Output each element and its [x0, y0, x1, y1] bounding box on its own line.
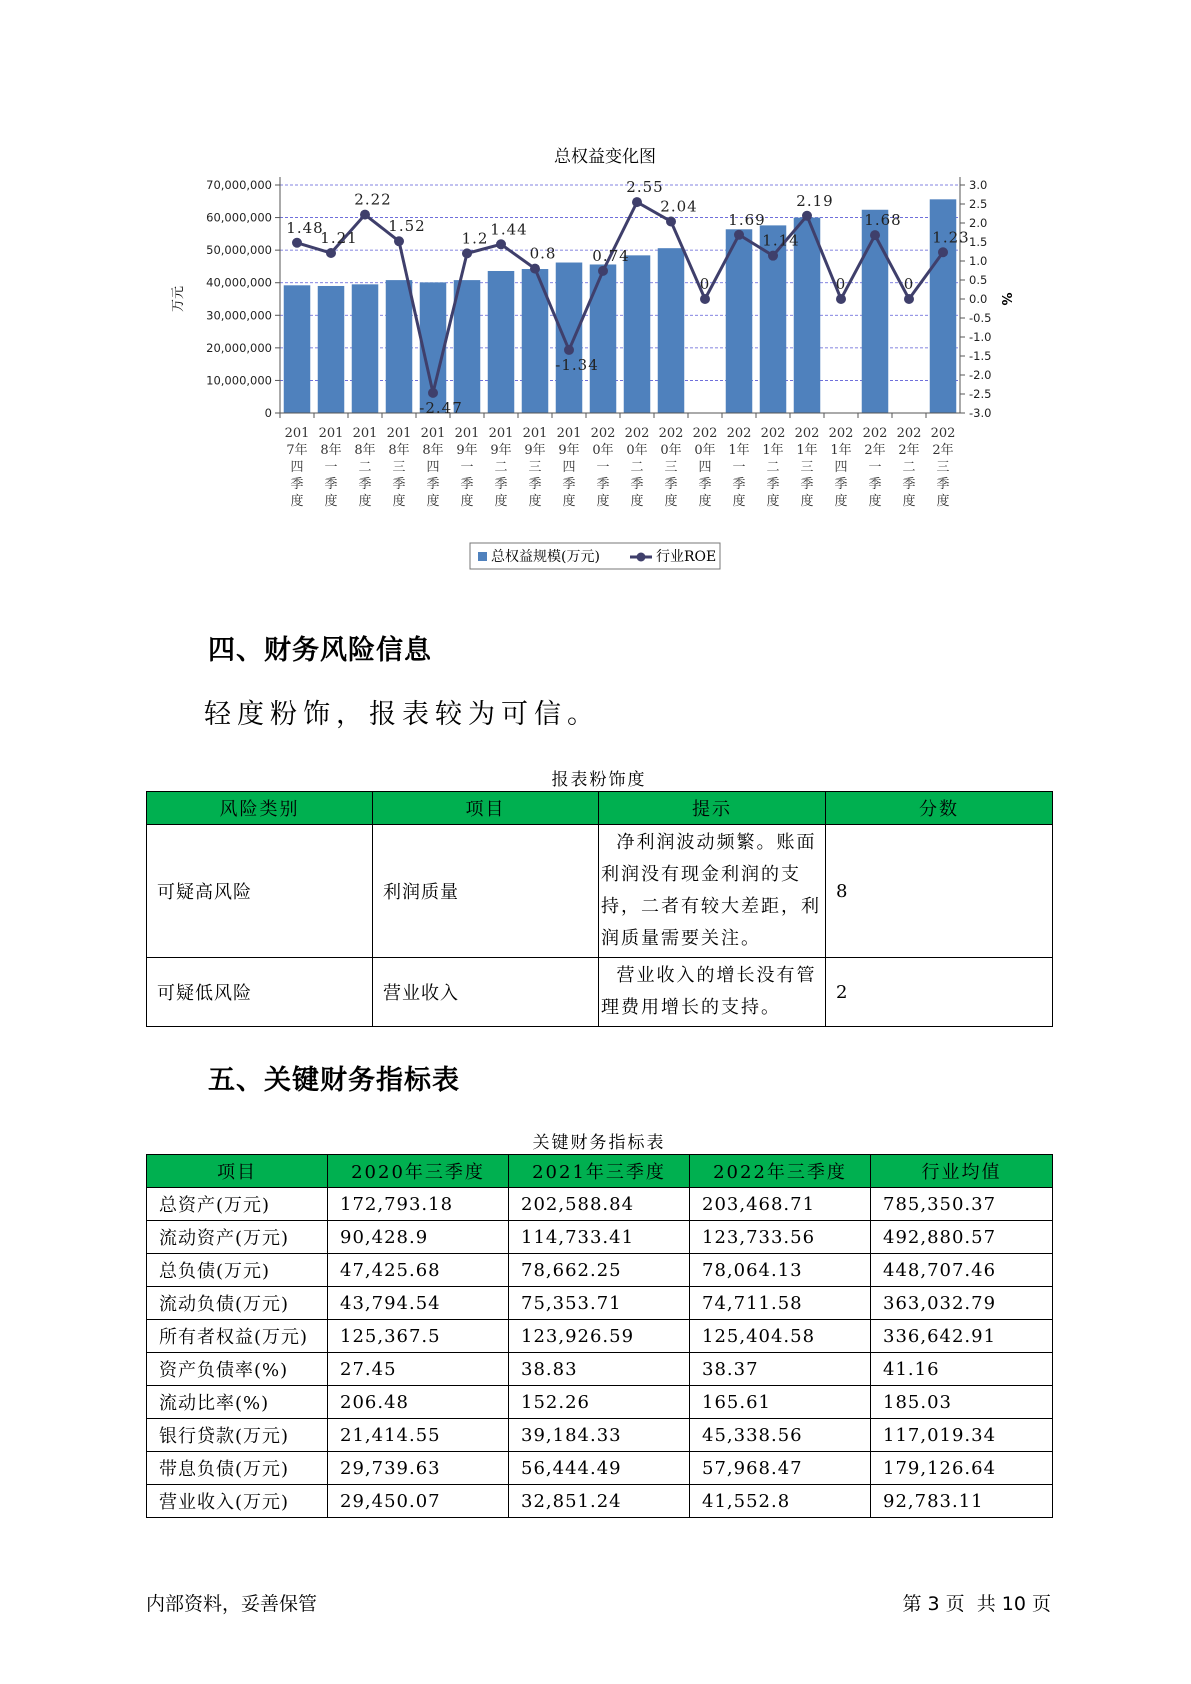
table-row — [147, 1254, 1053, 1287]
kpi-2022q3-cell: 123,733.56 — [690, 1221, 871, 1254]
risk-item-cell: 利润质量 — [373, 825, 599, 958]
category-tick-label: 1年 — [830, 443, 852, 458]
right-axis-tick-label: 2.5 — [969, 197, 988, 211]
right-axis-tick-label: 1.5 — [969, 235, 988, 249]
bar — [624, 255, 651, 413]
category-tick-label: 度 — [800, 494, 814, 509]
category-tick-label: 度 — [868, 494, 882, 509]
bar — [454, 280, 481, 413]
equity-chart — [160, 135, 1060, 590]
roe-data-label: 0 — [835, 275, 847, 293]
category-tick-label: 202 — [590, 426, 616, 441]
kpi-item-cell: 所有者权益(万元) — [147, 1320, 328, 1353]
risk-header-score: 分数 — [826, 792, 1053, 825]
kpi-2021q3-cell: 39,184.33 — [509, 1419, 690, 1452]
roe-data-label: 0 — [699, 275, 711, 293]
category-tick-label: 季 — [732, 477, 746, 492]
right-axis-tick-label: 1.0 — [969, 254, 988, 268]
category-tick-label: 度 — [936, 494, 950, 509]
category-tick-label: 201 — [420, 426, 446, 441]
kpi-item-cell: 流动资产(万元) — [147, 1221, 328, 1254]
left-axis-tick-label: 20,000,000 — [206, 340, 272, 355]
category-tick-label: 四 — [290, 460, 304, 475]
kpi-2022q3-cell: 125,404.58 — [690, 1320, 871, 1353]
kpi-2022q3-cell: 74,711.58 — [690, 1287, 871, 1320]
roe-point — [462, 248, 472, 258]
category-tick-label: 202 — [658, 426, 684, 441]
right-axis-tick-label: -1.0 — [969, 330, 992, 344]
bar — [318, 286, 345, 413]
category-tick-label: 一 — [868, 460, 882, 475]
category-tick-label: 0年 — [694, 443, 716, 458]
kpi-2020q3-cell: 172,793.18 — [328, 1188, 509, 1221]
kpi-item-cell: 流动比率(%) — [147, 1386, 328, 1419]
category-tick-label: 0年 — [626, 443, 648, 458]
category-tick-label: 季 — [290, 477, 304, 492]
category-tick-label: 202 — [692, 426, 718, 441]
roe-data-label: 2.22 — [354, 190, 392, 209]
category-tick-label: 二 — [902, 460, 916, 475]
category-tick-label: 度 — [358, 494, 372, 509]
category-tick-label: 季 — [460, 477, 474, 492]
left-axis-tick-label: 40,000,000 — [206, 275, 272, 290]
category-tick-label: 三 — [664, 460, 678, 475]
risk-hint-cell: 营业收入的增长没有管理费用增长的支持。 — [599, 958, 826, 1027]
category-tick-label: 四 — [562, 460, 576, 475]
category-tick-label: 201 — [318, 426, 344, 441]
kpi-2021q3-cell: 56,444.49 — [509, 1452, 690, 1485]
category-tick-label: 季 — [800, 477, 814, 492]
roe-point — [564, 345, 574, 355]
kpi-industry-avg-cell: 492,880.57 — [871, 1221, 1053, 1254]
risk-summary: 轻度粉饰，报表较为可信。 — [204, 699, 600, 730]
kpi-header-industry-avg: 行业均值 — [871, 1155, 1053, 1188]
category-tick-label: 季 — [936, 477, 950, 492]
kpi-industry-avg-cell: 117,019.34 — [871, 1419, 1053, 1452]
category-tick-label: 度 — [324, 494, 338, 509]
footer-confidential-note: 内部资料，妥善保管 — [146, 1593, 318, 1615]
category-tick-label: 9年 — [456, 443, 478, 458]
kpi-item-cell: 营业收入(万元) — [147, 1485, 328, 1518]
category-tick-label: 度 — [902, 494, 916, 509]
category-tick-label: 二 — [358, 460, 372, 475]
risk-header-hint: 提示 — [599, 792, 826, 825]
category-tick-label: 8年 — [354, 443, 376, 458]
right-axis-tick-label: 0.0 — [969, 292, 988, 306]
table-row — [147, 1221, 1053, 1254]
risk-category-cell: 可疑高风险 — [147, 825, 373, 958]
roe-point — [326, 248, 336, 258]
right-axis-tick-label: -1.5 — [969, 349, 992, 363]
legend-line-marker — [637, 553, 646, 562]
table-row — [147, 1485, 1053, 1518]
kpi-2022q3-cell: 57,968.47 — [690, 1452, 871, 1485]
category-tick-label: 季 — [358, 477, 372, 492]
legend-bar-label: 总权益规模(万元) — [491, 549, 600, 565]
category-tick-label: 2年 — [898, 443, 920, 458]
category-tick-label: 202 — [624, 426, 650, 441]
category-tick-label: 2年 — [864, 443, 886, 458]
bar — [590, 264, 617, 413]
kpi-item-cell: 总负债(万元) — [147, 1254, 328, 1287]
bar — [726, 229, 753, 413]
risk-category-cell: 可疑低风险 — [147, 958, 373, 1027]
table-row — [147, 958, 1053, 1027]
roe-point — [530, 264, 540, 274]
category-tick-label: 四 — [426, 460, 440, 475]
kpi-item-cell: 资产负债率(%) — [147, 1353, 328, 1386]
category-tick-label: 度 — [562, 494, 576, 509]
right-axis-tick-label: 3.0 — [969, 178, 988, 192]
kpi-2021q3-cell: 202,588.84 — [509, 1188, 690, 1221]
category-tick-label: 季 — [698, 477, 712, 492]
table-row — [147, 1320, 1053, 1353]
left-axis-tick-label: 10,000,000 — [206, 373, 272, 388]
category-tick-label: 度 — [596, 494, 610, 509]
category-tick-label: 9年 — [524, 443, 546, 458]
roe-point — [836, 294, 846, 304]
category-tick-label: 7年 — [286, 443, 308, 458]
kpi-2021q3-cell: 152.26 — [509, 1386, 690, 1419]
risk-hint-cell: 净利润波动频繁。账面利润没有现金利润的支持，二者有较大差距，利润质量需要关注。 — [599, 825, 826, 958]
roe-data-label: 1.52 — [388, 217, 426, 236]
kpi-2020q3-cell: 90,428.9 — [328, 1221, 509, 1254]
roe-data-label: 1.2 — [461, 229, 489, 248]
category-tick-label: 201 — [284, 426, 310, 441]
roe-point — [700, 294, 710, 304]
kpi-industry-avg-cell: 336,642.91 — [871, 1320, 1053, 1353]
roe-point — [394, 236, 404, 246]
kpi-item-cell: 带息负债(万元) — [147, 1452, 328, 1485]
category-tick-label: 三 — [528, 460, 542, 475]
left-axis-tick-label: 70,000,000 — [206, 178, 272, 192]
category-tick-label: 度 — [630, 494, 644, 509]
category-tick-label: 0年 — [660, 443, 682, 458]
chart-title: 总权益变化图 — [554, 147, 656, 167]
table-row — [147, 1452, 1053, 1485]
kpi-2021q3-cell: 38.83 — [509, 1353, 690, 1386]
category-tick-label: 一 — [324, 460, 338, 475]
risk-table-header-row — [147, 792, 1053, 825]
roe-data-label: 2.55 — [626, 178, 664, 197]
bar — [488, 271, 515, 413]
category-tick-label: 202 — [726, 426, 752, 441]
chart-legend — [470, 543, 720, 569]
category-tick-label: 0年 — [592, 443, 614, 458]
table-row — [147, 1386, 1053, 1419]
right-axis-tick-label: -3.0 — [969, 406, 992, 420]
roe-point — [598, 266, 608, 276]
kpi-2020q3-cell: 43,794.54 — [328, 1287, 509, 1320]
category-tick-label: 度 — [834, 494, 848, 509]
roe-point — [938, 247, 948, 257]
chart-gridlines — [280, 185, 960, 380]
left-axis-tick-label: 50,000,000 — [206, 243, 272, 258]
category-tick-label: 1年 — [762, 443, 784, 458]
kpi-2021q3-cell: 123,926.59 — [509, 1320, 690, 1353]
table-row — [147, 1353, 1053, 1386]
category-tick-label: 度 — [698, 494, 712, 509]
risk-score-cell: 8 — [826, 825, 1053, 958]
category-tick-label: 9年 — [558, 443, 580, 458]
bar — [284, 285, 311, 413]
category-tick-label: 一 — [596, 460, 610, 475]
category-tick-label: 201 — [522, 426, 548, 441]
category-tick-label: 度 — [664, 494, 678, 509]
roe-data-label: 0.8 — [529, 244, 557, 263]
category-tick-label: 季 — [902, 477, 916, 492]
bar — [556, 263, 583, 413]
kpi-2020q3-cell: 29,739.63 — [328, 1452, 509, 1485]
right-axis-tick-label: 0.5 — [969, 273, 988, 287]
roe-data-label: 1.23 — [932, 228, 970, 247]
left-axis-tick-label: 30,000,000 — [206, 308, 272, 323]
category-tick-label: 季 — [392, 477, 406, 492]
kpi-table-caption: 关键财务指标表 — [532, 1133, 666, 1153]
kpi-2020q3-cell: 21,414.55 — [328, 1419, 509, 1452]
category-tick-label: 季 — [868, 477, 882, 492]
roe-data-label: -1.34 — [555, 355, 599, 374]
legend-bar-swatch — [478, 552, 487, 561]
category-tick-label: 度 — [494, 494, 508, 509]
kpi-2020q3-cell: 29,450.07 — [328, 1485, 509, 1518]
category-tick-label: 季 — [630, 477, 644, 492]
kpi-header-2020q3: 2020年三季度 — [328, 1155, 509, 1188]
category-tick-label: 二 — [766, 460, 780, 475]
kpi-item-cell: 银行贷款(万元) — [147, 1419, 328, 1452]
roe-data-label: 1.69 — [728, 210, 766, 229]
roe-data-label: 1.48 — [286, 218, 324, 237]
kpi-2022q3-cell: 203,468.71 — [690, 1188, 871, 1221]
table-row — [147, 1188, 1053, 1221]
bar — [386, 280, 413, 413]
roe-data-label: 1.21 — [320, 229, 358, 248]
kpi-item-cell: 总资产(万元) — [147, 1188, 328, 1221]
category-tick-label: 202 — [930, 426, 956, 441]
kpi-2021q3-cell: 78,662.25 — [509, 1254, 690, 1287]
kpi-industry-avg-cell: 92,783.11 — [871, 1485, 1053, 1518]
category-tick-label: 度 — [460, 494, 474, 509]
category-tick-label: 201 — [386, 426, 412, 441]
roe-point — [496, 239, 506, 249]
kpi-2021q3-cell: 75,353.71 — [509, 1287, 690, 1320]
roe-point — [632, 197, 642, 207]
category-tick-label: 二 — [630, 460, 644, 475]
risk-header-category: 风险类别 — [147, 792, 373, 825]
roe-point — [734, 230, 744, 240]
table-row — [147, 1287, 1053, 1320]
category-tick-label: 季 — [494, 477, 508, 492]
roe-point — [360, 210, 370, 220]
kpi-2020q3-cell: 206.48 — [328, 1386, 509, 1419]
roe-data-label: 2.19 — [796, 191, 834, 210]
category-tick-label: 201 — [454, 426, 480, 441]
roe-point — [904, 294, 914, 304]
category-tick-label: 季 — [766, 477, 780, 492]
bar — [862, 210, 889, 413]
roe-data-label: 0 — [903, 275, 915, 293]
roe-point — [768, 251, 778, 261]
risk-item-cell: 营业收入 — [373, 958, 599, 1027]
roe-data-label: 2.04 — [660, 197, 698, 216]
category-tick-label: 8年 — [422, 443, 444, 458]
category-tick-label: 2年 — [932, 443, 954, 458]
category-tick-label: 201 — [488, 426, 514, 441]
right-axis-tick-label: 2.0 — [969, 216, 988, 230]
kpi-industry-avg-cell: 448,707.46 — [871, 1254, 1053, 1287]
kpi-table — [146, 1154, 1053, 1518]
category-tick-label: 度 — [426, 494, 440, 509]
category-tick-label: 201 — [352, 426, 378, 441]
roe-data-label: 1.44 — [490, 220, 528, 239]
category-tick-label: 202 — [896, 426, 922, 441]
risk-table-caption: 报表粉饰度 — [551, 770, 647, 790]
category-tick-label: 二 — [494, 460, 508, 475]
category-tick-label: 1年 — [796, 443, 818, 458]
kpi-2020q3-cell: 125,367.5 — [328, 1320, 509, 1353]
category-tick-label: 8年 — [320, 443, 342, 458]
kpi-industry-avg-cell: 179,126.64 — [871, 1452, 1053, 1485]
category-tick-label: 季 — [426, 477, 440, 492]
category-tick-label: 三 — [800, 460, 814, 475]
category-tick-label: 季 — [324, 477, 338, 492]
category-tick-label: 一 — [732, 460, 746, 475]
roe-data-label: 1.14 — [762, 231, 800, 250]
legend-line-label: 行业ROE — [656, 549, 717, 565]
roe-point — [802, 211, 812, 221]
category-tick-label: 201 — [556, 426, 582, 441]
left-axis-tick-label: 60,000,000 — [206, 210, 272, 225]
roe-point — [870, 230, 880, 240]
category-tick-label: 度 — [766, 494, 780, 509]
right-axis-tick-label: -2.5 — [969, 387, 992, 401]
section-heading-kpi: 五、关键财务指标表 — [208, 1065, 460, 1096]
category-tick-label: 1年 — [728, 443, 750, 458]
category-tick-label: 三 — [392, 460, 406, 475]
kpi-2021q3-cell: 114,733.41 — [509, 1221, 690, 1254]
kpi-header-2021q3: 2021年三季度 — [509, 1155, 690, 1188]
category-tick-label: 度 — [732, 494, 746, 509]
risk-table — [146, 791, 1053, 1027]
bar — [658, 248, 685, 413]
category-tick-label: 季 — [562, 477, 576, 492]
kpi-industry-avg-cell: 363,032.79 — [871, 1287, 1053, 1320]
category-tick-label: 四 — [834, 460, 848, 475]
kpi-industry-avg-cell: 785,350.37 — [871, 1188, 1053, 1221]
kpi-2022q3-cell: 41,552.8 — [690, 1485, 871, 1518]
kpi-2022q3-cell: 45,338.56 — [690, 1419, 871, 1452]
kpi-2020q3-cell: 47,425.68 — [328, 1254, 509, 1287]
category-tick-label: 季 — [596, 477, 610, 492]
footer-page-number: 第 3 页 共 10 页 — [902, 1593, 1051, 1615]
category-tick-label: 202 — [760, 426, 786, 441]
section-heading-risk: 四、财务风险信息 — [208, 635, 432, 666]
category-tick-label: 度 — [392, 494, 406, 509]
right-axis-tick-label: -0.5 — [969, 311, 992, 325]
category-tick-label: 一 — [460, 460, 474, 475]
roe-data-label: 1.68 — [864, 211, 902, 230]
right-axis-tick-label: -2.0 — [969, 368, 992, 382]
category-tick-label: 三 — [936, 460, 950, 475]
roe-point — [666, 216, 676, 226]
roe-point — [428, 388, 438, 398]
left-axis-title: 万元 — [171, 285, 186, 313]
category-tick-label: 202 — [862, 426, 888, 441]
kpi-header-item: 项目 — [147, 1155, 328, 1188]
category-tick-label: 四 — [698, 460, 712, 475]
category-tick-label: 度 — [528, 494, 542, 509]
bar — [352, 284, 379, 413]
kpi-2021q3-cell: 32,851.24 — [509, 1485, 690, 1518]
kpi-item-cell: 流动负债(万元) — [147, 1287, 328, 1320]
category-tick-label: 度 — [290, 494, 304, 509]
category-tick-label: 202 — [794, 426, 820, 441]
kpi-2022q3-cell: 78,064.13 — [690, 1254, 871, 1287]
risk-header-item: 项目 — [373, 792, 599, 825]
kpi-2022q3-cell: 38.37 — [690, 1353, 871, 1386]
kpi-industry-avg-cell: 41.16 — [871, 1353, 1053, 1386]
kpi-2022q3-cell: 165.61 — [690, 1386, 871, 1419]
table-row — [147, 825, 1053, 958]
roe-data-label: -2.47 — [419, 398, 463, 417]
category-tick-label: 202 — [828, 426, 854, 441]
category-tick-label: 季 — [664, 477, 678, 492]
category-tick-label: 季 — [528, 477, 542, 492]
risk-score-cell: 2 — [826, 958, 1053, 1027]
kpi-2020q3-cell: 27.45 — [328, 1353, 509, 1386]
left-axis-tick-label: 0 — [264, 406, 272, 420]
category-tick-label: 季 — [834, 477, 848, 492]
roe-point — [292, 238, 302, 248]
kpi-header-2022q3: 2022年三季度 — [690, 1155, 871, 1188]
category-tick-label: 8年 — [388, 443, 410, 458]
kpi-table-header-row — [147, 1155, 1053, 1188]
table-row — [147, 1419, 1053, 1452]
roe-data-label: 0.74 — [592, 246, 630, 265]
kpi-industry-avg-cell: 185.03 — [871, 1386, 1053, 1419]
category-tick-label: 9年 — [490, 443, 512, 458]
right-axis-title: % — [998, 292, 1013, 306]
